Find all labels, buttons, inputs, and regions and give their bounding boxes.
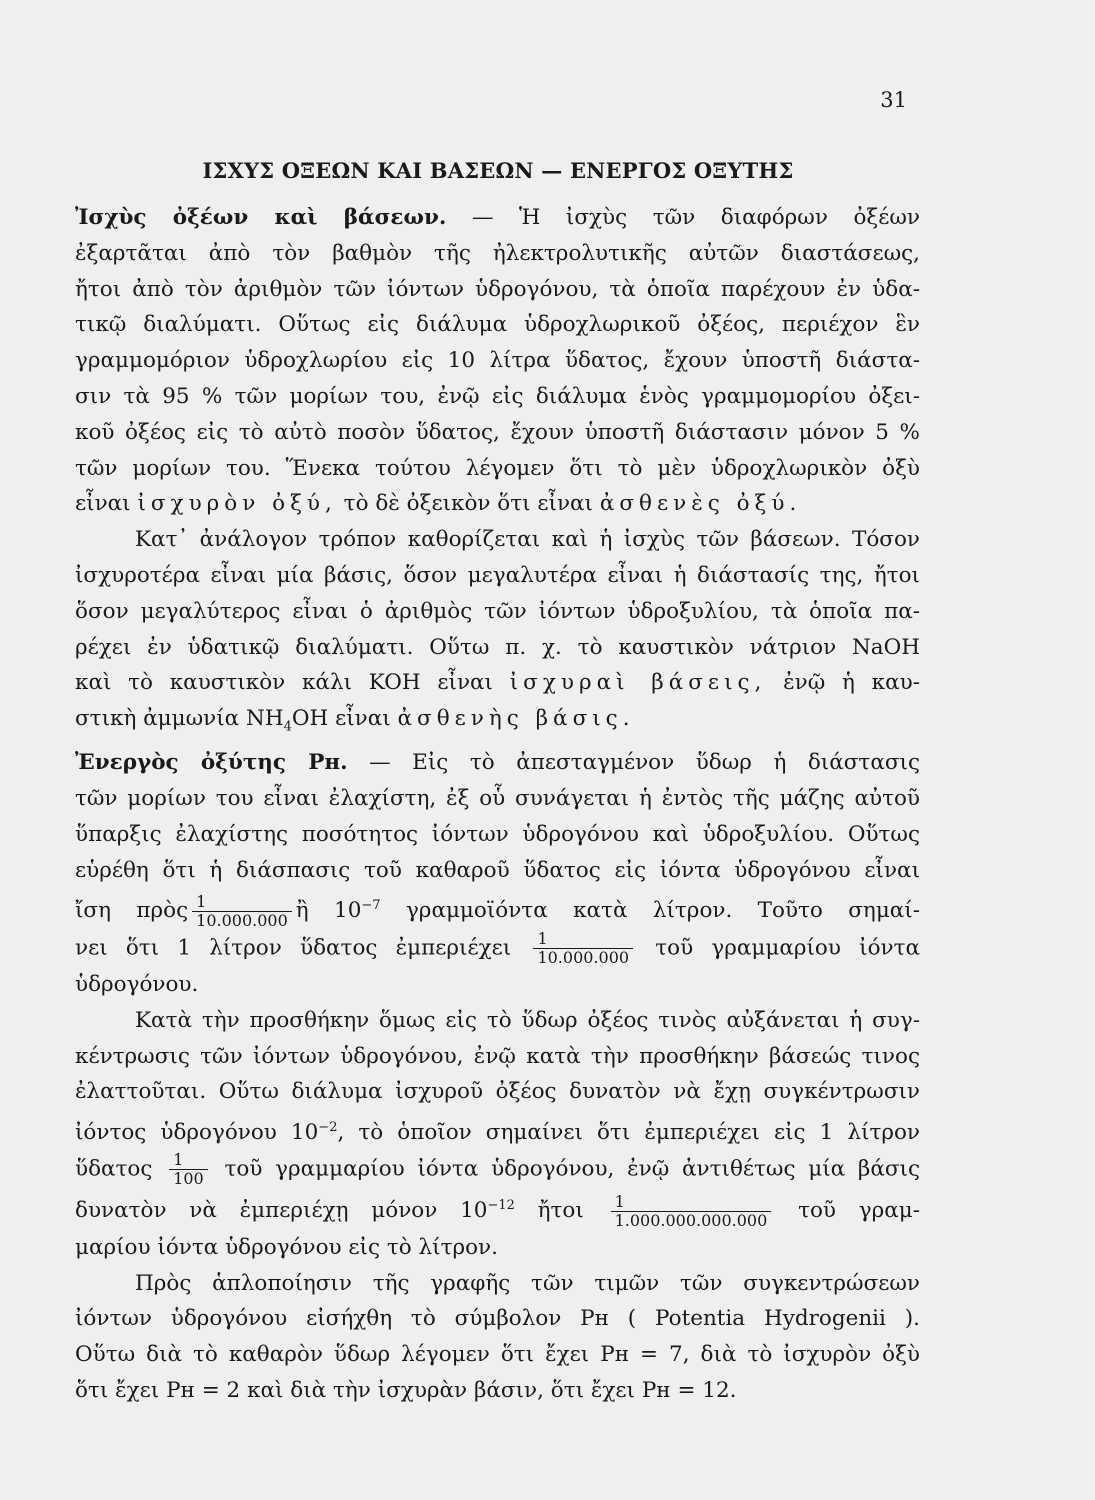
fraction (169, 1151, 208, 1188)
text-span: δυνατὸν νὰ ἐμπεριέχῃ μόνον 10 (75, 1198, 488, 1224)
text-span: καὶ τὸ καυστικὸν κάλι KOH εἶναι (75, 670, 493, 696)
text-span: ἤτοι (537, 1198, 584, 1224)
paragraph-line: ὕπαρξις ἐλαχίστης ποσότητος ἰόντων ὑδρογόνου καὶ ὑδροξυλίου. Οὕτως (75, 821, 920, 847)
fraction-denominator: 100 (173, 1169, 204, 1189)
subscript: 4 (283, 719, 292, 735)
paragraph-line (75, 1188, 920, 1230)
text-span: τὸ δὲ ὀξεικὸν ὅτι εἶναι (343, 491, 593, 517)
text-span: ἴση πρὸς (75, 898, 189, 924)
paragraph-line: κοῦ ὀξέος εἰς τὸ αὐτὸ ποσὸν ὕδατος, ἔχουν ὑποστῆ διάστασιν μόνον 5 % (75, 419, 920, 445)
text-span: γραμμοϊόντα κατὰ λίτρον. Τοῦτο σημαί- (405, 898, 921, 924)
paragraph-line: εὑρέθη ὅτι ἡ διάσπασις τοῦ καθαροῦ ὕδατος εἰς ἰόντα ὑδρογόνου εἶναι (75, 857, 920, 883)
text-span: τοῦ γραμμαρίου ἰόντα ὑδρογόνου, ἐνῷ ἀντιθέτως μία βάσις (224, 1156, 921, 1182)
text-span: τοῦ γραμμαρίου ἰόντα (655, 935, 920, 961)
paragraph-line: Κατ᾽ ἀνάλογον τρόπον καθορίζεται καὶ ἡ ἰσχὺς τῶν βάσεων. Τόσον (135, 527, 920, 553)
text-span: — Εἰς τὸ ἀπεσταγμένον ὕδωρ ἡ διάστασις (369, 750, 920, 776)
fraction-denominator: 1.000.000.000.000 (614, 1210, 768, 1230)
superscript: −12 (487, 1198, 515, 1214)
text-span: νει ὅτι 1 λίτρον ὕδατος ἐμπεριέχει (75, 935, 512, 961)
paragraph-line (75, 200, 920, 236)
paragraph-line: σιν τὰ 95 % τῶν μορίων του, ἐνῷ εἰς διάλυμα ἑνὸς γραμμομορίου ὀξει- (75, 383, 920, 409)
paragraph-line: κέντρωσις τῶν ἰόντων ὑδρογόνου, ἐνῷ κατὰ τὴν προσθήκην βάσεώς τινος (75, 1043, 920, 1069)
text-span: εἶναι (75, 491, 131, 517)
fraction-numerator: 1 (169, 1151, 208, 1170)
text-span: ὕδατος (75, 1156, 153, 1182)
spaced-term-weak-acid: ἀσθενὲς ὀξύ. (599, 491, 802, 517)
section-heading-acids-bases: Ἰσχὺς ὀξέων καὶ βάσεων. (75, 205, 447, 230)
paragraph-line: ἰόντων ὑδρογόνου εἰσήχθη τὸ σύμβολον Pʜ ( Potentia Hydrogenii ). (75, 1306, 920, 1332)
fraction-numerator: 1 (192, 893, 292, 912)
paragraph-line (75, 701, 920, 745)
paragraph-line: ἐξαρτᾶται ἀπὸ τὸν βαθμὸν τῆς ἠλεκτρολυτικῆς αὐτῶν διαστάσεως, (75, 240, 920, 266)
paragraph-line (75, 745, 920, 781)
paragraph-line: ἤτοι ἀπὸ τὸν ἀριθμὸν τῶν ἰόντων ὑδρογόνου, τὰ ὁποῖα παρέχουν ἐν ὑδα- (75, 276, 920, 302)
paragraph-line: γραμμομόριον ὑδροχλωρίου εἰς 10 λίτρα ὕδατος, ἔχουν ὑποστῆ διάστα- (75, 348, 920, 374)
paragraph-line (75, 1151, 920, 1188)
spaced-term-strong-acid: ἰσχυρὸν ὀξύ, (137, 491, 337, 517)
fraction-numerator: 1 (611, 1193, 772, 1212)
paragraph-line: μαρίου ἰόντα ὑδρογόνου εἰς τὸ λίτρον. (75, 1234, 498, 1260)
text-span: στικὴ ἀμμωνία NH (75, 706, 284, 732)
page-number: 31 (880, 88, 907, 112)
chapter-title: ΙΣΧΥΣ ΟΞΕΩΝ ΚΑΙ ΒΑΣΕΩΝ — ΕΝΕΡΓΟΣ ΟΞΥΤΗΣ (202, 158, 794, 183)
text-span: OH εἶναι (291, 706, 391, 732)
paragraph-line: ὑδρογόνου. (75, 972, 199, 998)
superscript: −7 (361, 898, 381, 914)
fraction-numerator: 1 (533, 930, 633, 949)
paragraph-line: ὅσον μεγαλύτερος εἶναι ὁ ἀριθμὸς τῶν ἰόντων ὑδροξυλίου, τὰ ὁποῖα πα- (75, 598, 920, 624)
paragraph-line: τῶν μορίων του εἶναι ἐλαχίστη, ἐξ οὗ συνάγεται ἡ ἐντὸς τῆς μάζης αὐτοῦ (75, 786, 920, 812)
paragraph-line (75, 1110, 920, 1151)
paragraph-line (75, 930, 920, 967)
fraction-denominator: 10.000.000 (196, 911, 288, 931)
text-body (75, 200, 920, 1409)
text-span: , τὸ ὁποῖον σημαίνει ὅτι ἐμπεριέχει εἰς 1 λίτρον (337, 1120, 921, 1146)
fraction (611, 1193, 772, 1230)
paragraph-line: Κατὰ τὴν προσθήκην ὅμως εἰς τὸ ὕδωρ ὀξέος τινὸς αὐξάνεται ἡ συγ- (135, 1007, 920, 1033)
text-span: — Ἡ ἰσχὺς τῶν διαφόρων ὀξέων (471, 205, 920, 230)
paragraph-line: ρέχει ἐν ὑδατικῷ διαλύματι. Οὕτω π. χ. τὸ καυστικὸν νάτριον NaOH (75, 634, 920, 660)
paragraph-line (75, 665, 920, 701)
text-span: ἢ 10 (295, 898, 362, 924)
superscript: −2 (318, 1120, 338, 1136)
text-span: ἰόντος ὑδρογόνου 10 (75, 1120, 319, 1146)
paragraph-line: Οὕτω διὰ τὸ καθαρὸν ὕδωρ λέγομεν ὅτι ἔχει Pʜ = 7, διὰ τὸ ἰσχυρὸν ὀξὺ (75, 1342, 920, 1368)
paragraph-line: ἐλαττοῦται. Οὕτω διάλυμα ἰσχυροῦ ὀξέος δυνατὸν νὰ ἔχῃ συγκέντρωσιν (75, 1079, 920, 1105)
paragraph-line: ἰσχυροτέρα εἶναι μία βάσις, ὅσον μεγαλυτέρα εἶναι ἡ διάστασίς της, ἤτοι (75, 562, 920, 588)
fraction-denominator: 10.000.000 (537, 948, 630, 968)
fraction (533, 930, 633, 967)
text-span: ἐνῷ ἡ καυ- (783, 670, 920, 696)
paragraph-line: τικῷ διαλύματι. Οὕτως εἰς διάλυμα ὑδροχλωρικοῦ ὀξέος, περιέχον ἓν (75, 312, 920, 338)
section-heading-ph: Ἐνεργὸς ὀξύτης Pʜ. (75, 750, 348, 776)
spaced-term-strong-bases: ἰσχυραὶ βάσεις, (509, 670, 767, 696)
paragraph-line: τῶν μορίων του. Ἕνεκα τούτου λέγομεν ὅτι τὸ μὲν ὑδροχλωρικὸν ὀξὺ (75, 455, 920, 481)
spaced-term-weak-base: ἀσθενὴς βάσις. (397, 706, 635, 732)
paragraph-line: Πρὸς ἁπλοποίησιν τῆς γραφῆς τῶν τιμῶν τῶν συγκεντρώσεων (135, 1270, 920, 1296)
text-span: τοῦ γραμ- (798, 1198, 920, 1224)
fraction (192, 893, 292, 930)
paragraph-line (75, 888, 920, 930)
paragraph-line (75, 486, 920, 522)
paragraph-line: ὅτι ἔχει Pʜ = 2 καὶ διὰ τὴν ἰσχυρὰν βάσιν, ὅτι ἔχει Pʜ = 12. (75, 1378, 737, 1404)
